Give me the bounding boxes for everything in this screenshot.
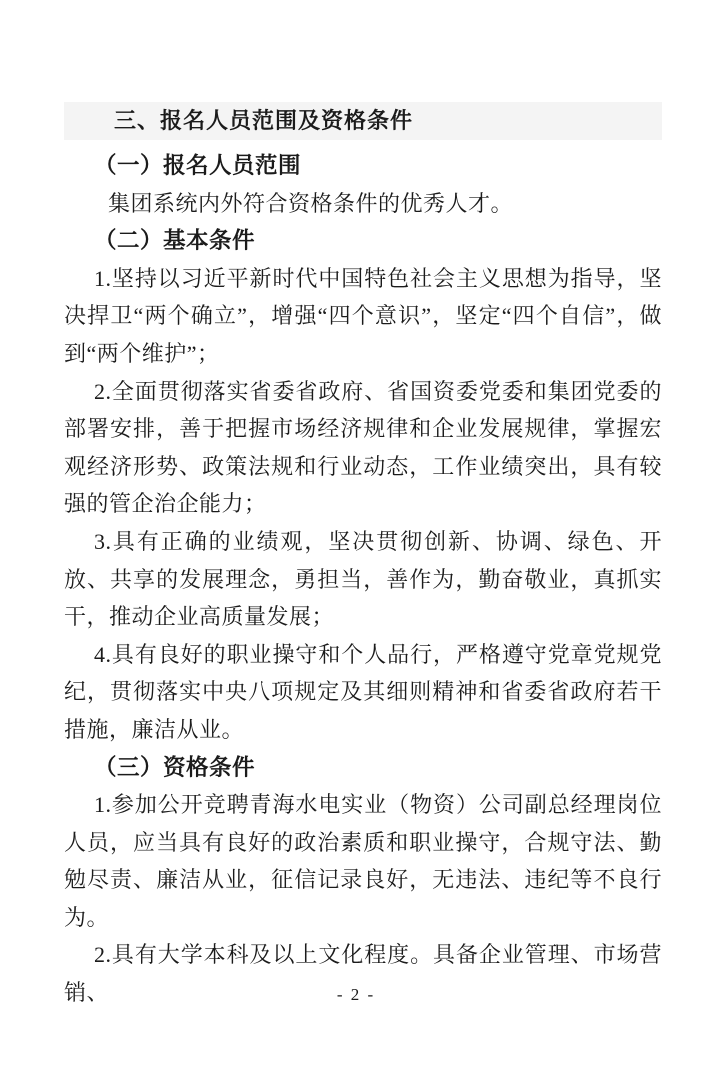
subsection-heading-scope: （一）报名人员范围 (94, 153, 302, 178)
paragraph-qualification-1: 1.参加公开竞聘青海水电实业（物资）公司副总经理岗位人员，应当具有良好的政治素质和职业操守，合规守法、勤勉尽责、廉洁从业，征信记录良好，无违法、违纪等不良行为。 (64, 792, 662, 930)
subsection-heading-qualifications: （三）资格条件 (94, 754, 256, 780)
paragraph-basic-3: 3.具有正确的业绩观，坚决贯彻创新、协调、绿色、开放、共享的发展理念，勇担当，善作为，勤奋敬业，真抓实干，推动企业高质量发展； (64, 528, 662, 630)
section-heading: 三、报名人员范围及资格条件 (64, 102, 662, 140)
paragraph-basic-1: 1.坚持以习近平新时代中国特色社会主义思想为指导，坚决捍卫“两个确立”，增强“四个意识”，坚定“四个自信”，做到“两个维护”； (64, 265, 662, 366)
subsection-heading-basic-conditions: （二）基本条件 (94, 228, 256, 254)
paragraph-scope-1: 集团系统内外符合资格条件的优秀人才。 (108, 190, 514, 216)
paragraph-qualification-2: 2.具有大学本科及以上文化程度。具备企业管理、市场营销、 (64, 942, 662, 1006)
page-content (64, 102, 662, 1012)
paragraph-basic-2: 2.全面贯彻落实省委省政府、省国资委党委和集团党委的部署安排，善于把握市场经济规律和企业发展规律，掌握宏观经济形势、政策法规和行业动态，工作业绩突出，具有较强的管企治企能力； (64, 378, 662, 517)
page-number: - 2 - (336, 985, 376, 1004)
paragraph-basic-4: 4.具有良好的职业操守和个人品行，严格遵守党章党规党纪，贯彻落实中央八项规定及其细则精神和省委省政府若干措施，廉洁从业。 (64, 641, 662, 742)
